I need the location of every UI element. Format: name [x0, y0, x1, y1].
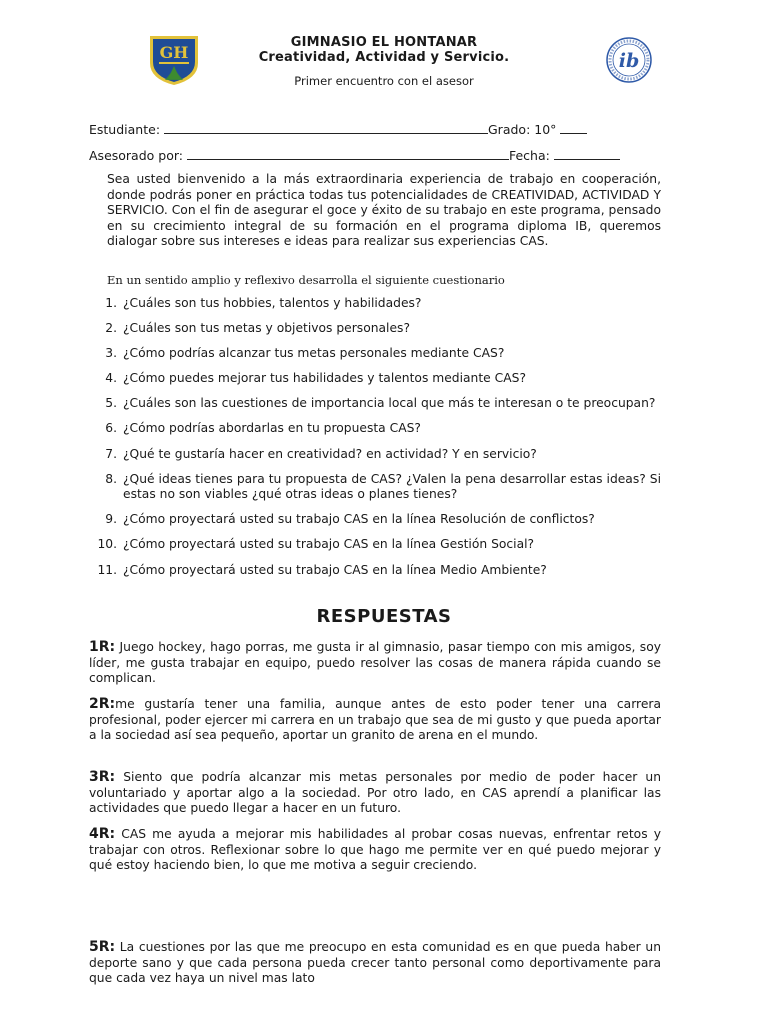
- question-item: [89, 321, 661, 337]
- school-name: GIMNASIO EL HONTANAR: [290, 35, 478, 50]
- question-item: [89, 563, 661, 579]
- question-item: [89, 512, 661, 528]
- ib-logo-letters: ib: [618, 50, 640, 72]
- questionnaire-list: [89, 296, 661, 588]
- answer-text: La cuestiones por las que me preocupo en esta comunidad es en que pueda haber un deporte sano y que cada persona pueda crecer tanto personal como deportivamente para que cada vez haya un nivel mas lato: [89, 940, 661, 986]
- answer-text: Juego hockey, hago porras, me gusta ir al gimnasio, pasar tiempo con mis amigos, soy líder, me gusta trabajar en equipo, puedo resolver las cosas de manera rápida cuando se complican.: [89, 640, 661, 686]
- answer-text: CAS me ayuda a mejorar mis habilidades al probar cosas nuevas, enfrentar retos y trabajar con otros. Reflexionar sobre lo que hago me permite ver en qué puedo mejorar y qué estoy haciendo bien, lo que me motiva a seguir creciendo.: [89, 827, 661, 873]
- answer-text: Siento que podría alcanzar mis metas personales por medio de poder hacer un voluntariado y aportar algo a la sociedad. Por otro lado, en CAS aprendí a planificar las actividades que puedo llegar a hacer en un futuro.: [89, 770, 661, 816]
- question-item: [89, 472, 661, 503]
- program-subtitle: Creatividad, Actividad y Servicio.: [258, 50, 510, 65]
- question-text: ¿Cuáles son tus hobbies, talentos y habilidades?: [123, 296, 422, 310]
- answer-tag: 1R:: [89, 639, 116, 655]
- answer-tag: 4R:: [89, 826, 116, 842]
- grade-blank-line[interactable]: [560, 122, 587, 134]
- date-label: Fecha:: [508, 148, 554, 163]
- question-number: 11.: [97, 562, 117, 577]
- questionnaire-instruction: En un sentido amplio y reflexivo desarrolla el siguiente cuestionario: [107, 273, 505, 287]
- responses-heading: RESPUESTAS: [316, 606, 452, 627]
- crest-monogram: GH: [159, 43, 189, 62]
- question-number: 5.: [105, 396, 117, 411]
- question-text: ¿Cómo podrías alcanzar tus metas personales mediante CAS?: [123, 346, 505, 361]
- question-number: 8.: [105, 471, 117, 486]
- student-label: Estudiante:: [89, 122, 164, 137]
- question-number: 1.: [105, 296, 117, 310]
- answer-4: [89, 827, 661, 874]
- question-text: ¿Cómo puedes mejorar tus habilidades y talentos mediante CAS?: [123, 371, 526, 386]
- question-text: ¿Cómo proyectará usted su trabajo CAS en la línea Medio Ambiente?: [123, 562, 547, 577]
- answer-3: [89, 770, 661, 817]
- question-item: [89, 371, 661, 387]
- question-item: [89, 421, 661, 437]
- question-number: 7.: [105, 446, 117, 461]
- question-item: [89, 296, 661, 312]
- answer-tag: 2R:: [89, 696, 116, 712]
- question-text: ¿Qué te gustaría hacer en creatividad? en actividad? Y en servicio?: [123, 446, 537, 461]
- question-item: [89, 537, 661, 553]
- answer-1: [89, 640, 661, 687]
- advisor-label: Asesorado por:: [89, 148, 187, 163]
- question-text: ¿Cómo proyectará usted su trabajo CAS en la línea Resolución de conflictos?: [123, 512, 595, 527]
- question-number: 6.: [105, 421, 117, 436]
- advisor-field-row: [89, 148, 620, 163]
- answer-5: [89, 940, 661, 987]
- answer-text: me gustaría tener una familia, aunque antes de esto poder tener una carrera profesional, poder ejercer mi carrera en un trabajo que sea de mi gusto y que pueda aportar a la sociedad así sea pequeño, aportar un granito de arena en el mundo.: [89, 697, 661, 743]
- answer-tag: 3R:: [89, 769, 116, 785]
- ib-logo: [601, 36, 657, 84]
- question-number: 9.: [105, 512, 117, 527]
- student-field-row: [89, 122, 587, 137]
- student-blank-line[interactable]: [164, 122, 488, 134]
- question-item: [89, 447, 661, 463]
- school-crest-logo: [147, 33, 201, 87]
- advisor-blank-line[interactable]: [187, 148, 509, 160]
- question-text: ¿Qué ideas tienes para tu propuesta de CAS? ¿Valen la pena desarrollar estas ideas? Si estas no son viables ¿qué otras ideas o planes tienes?: [123, 471, 661, 502]
- question-text: ¿Cómo proyectará usted su trabajo CAS en la línea Gestión Social?: [123, 537, 535, 552]
- question-text: ¿Cómo podrías abordarlas en tu propuesta CAS?: [123, 421, 421, 436]
- question-item: [89, 346, 661, 362]
- answer-2: [89, 697, 661, 744]
- question-number: 10.: [97, 537, 117, 552]
- document-header: [200, 35, 568, 88]
- date-blank-line[interactable]: [554, 148, 620, 160]
- grade-label: Grado: 10°: [488, 122, 561, 137]
- answer-tag: 5R:: [89, 939, 116, 955]
- question-number: 3.: [105, 346, 117, 361]
- question-number: 4.: [105, 371, 117, 386]
- question-text: ¿Cuáles son tus metas y objetivos personales?: [123, 321, 410, 336]
- meeting-title: Primer encuentro con el asesor: [294, 74, 474, 88]
- question-item: [89, 396, 661, 412]
- intro-paragraph: Sea usted bienvenido a la más extraordinaria experiencia de trabajo en cooperación, donde podrás poner en práctica todas tus potencialidades de CREATIVIDAD, ACTIVIDAD Y SERVICIO. Con el fin de asegurar el goce y éxito de su trabajo en este programa, pensado en su crecimiento integral de su formación en el programa diploma IB, queremos dialogar sobre sus intereses e ideas para realizar sus experiencias CAS.: [107, 172, 661, 249]
- question-text: ¿Cuáles son las cuestiones de importancia local que más te interesan o te preocupan?: [123, 396, 656, 411]
- question-number: 2.: [105, 321, 117, 336]
